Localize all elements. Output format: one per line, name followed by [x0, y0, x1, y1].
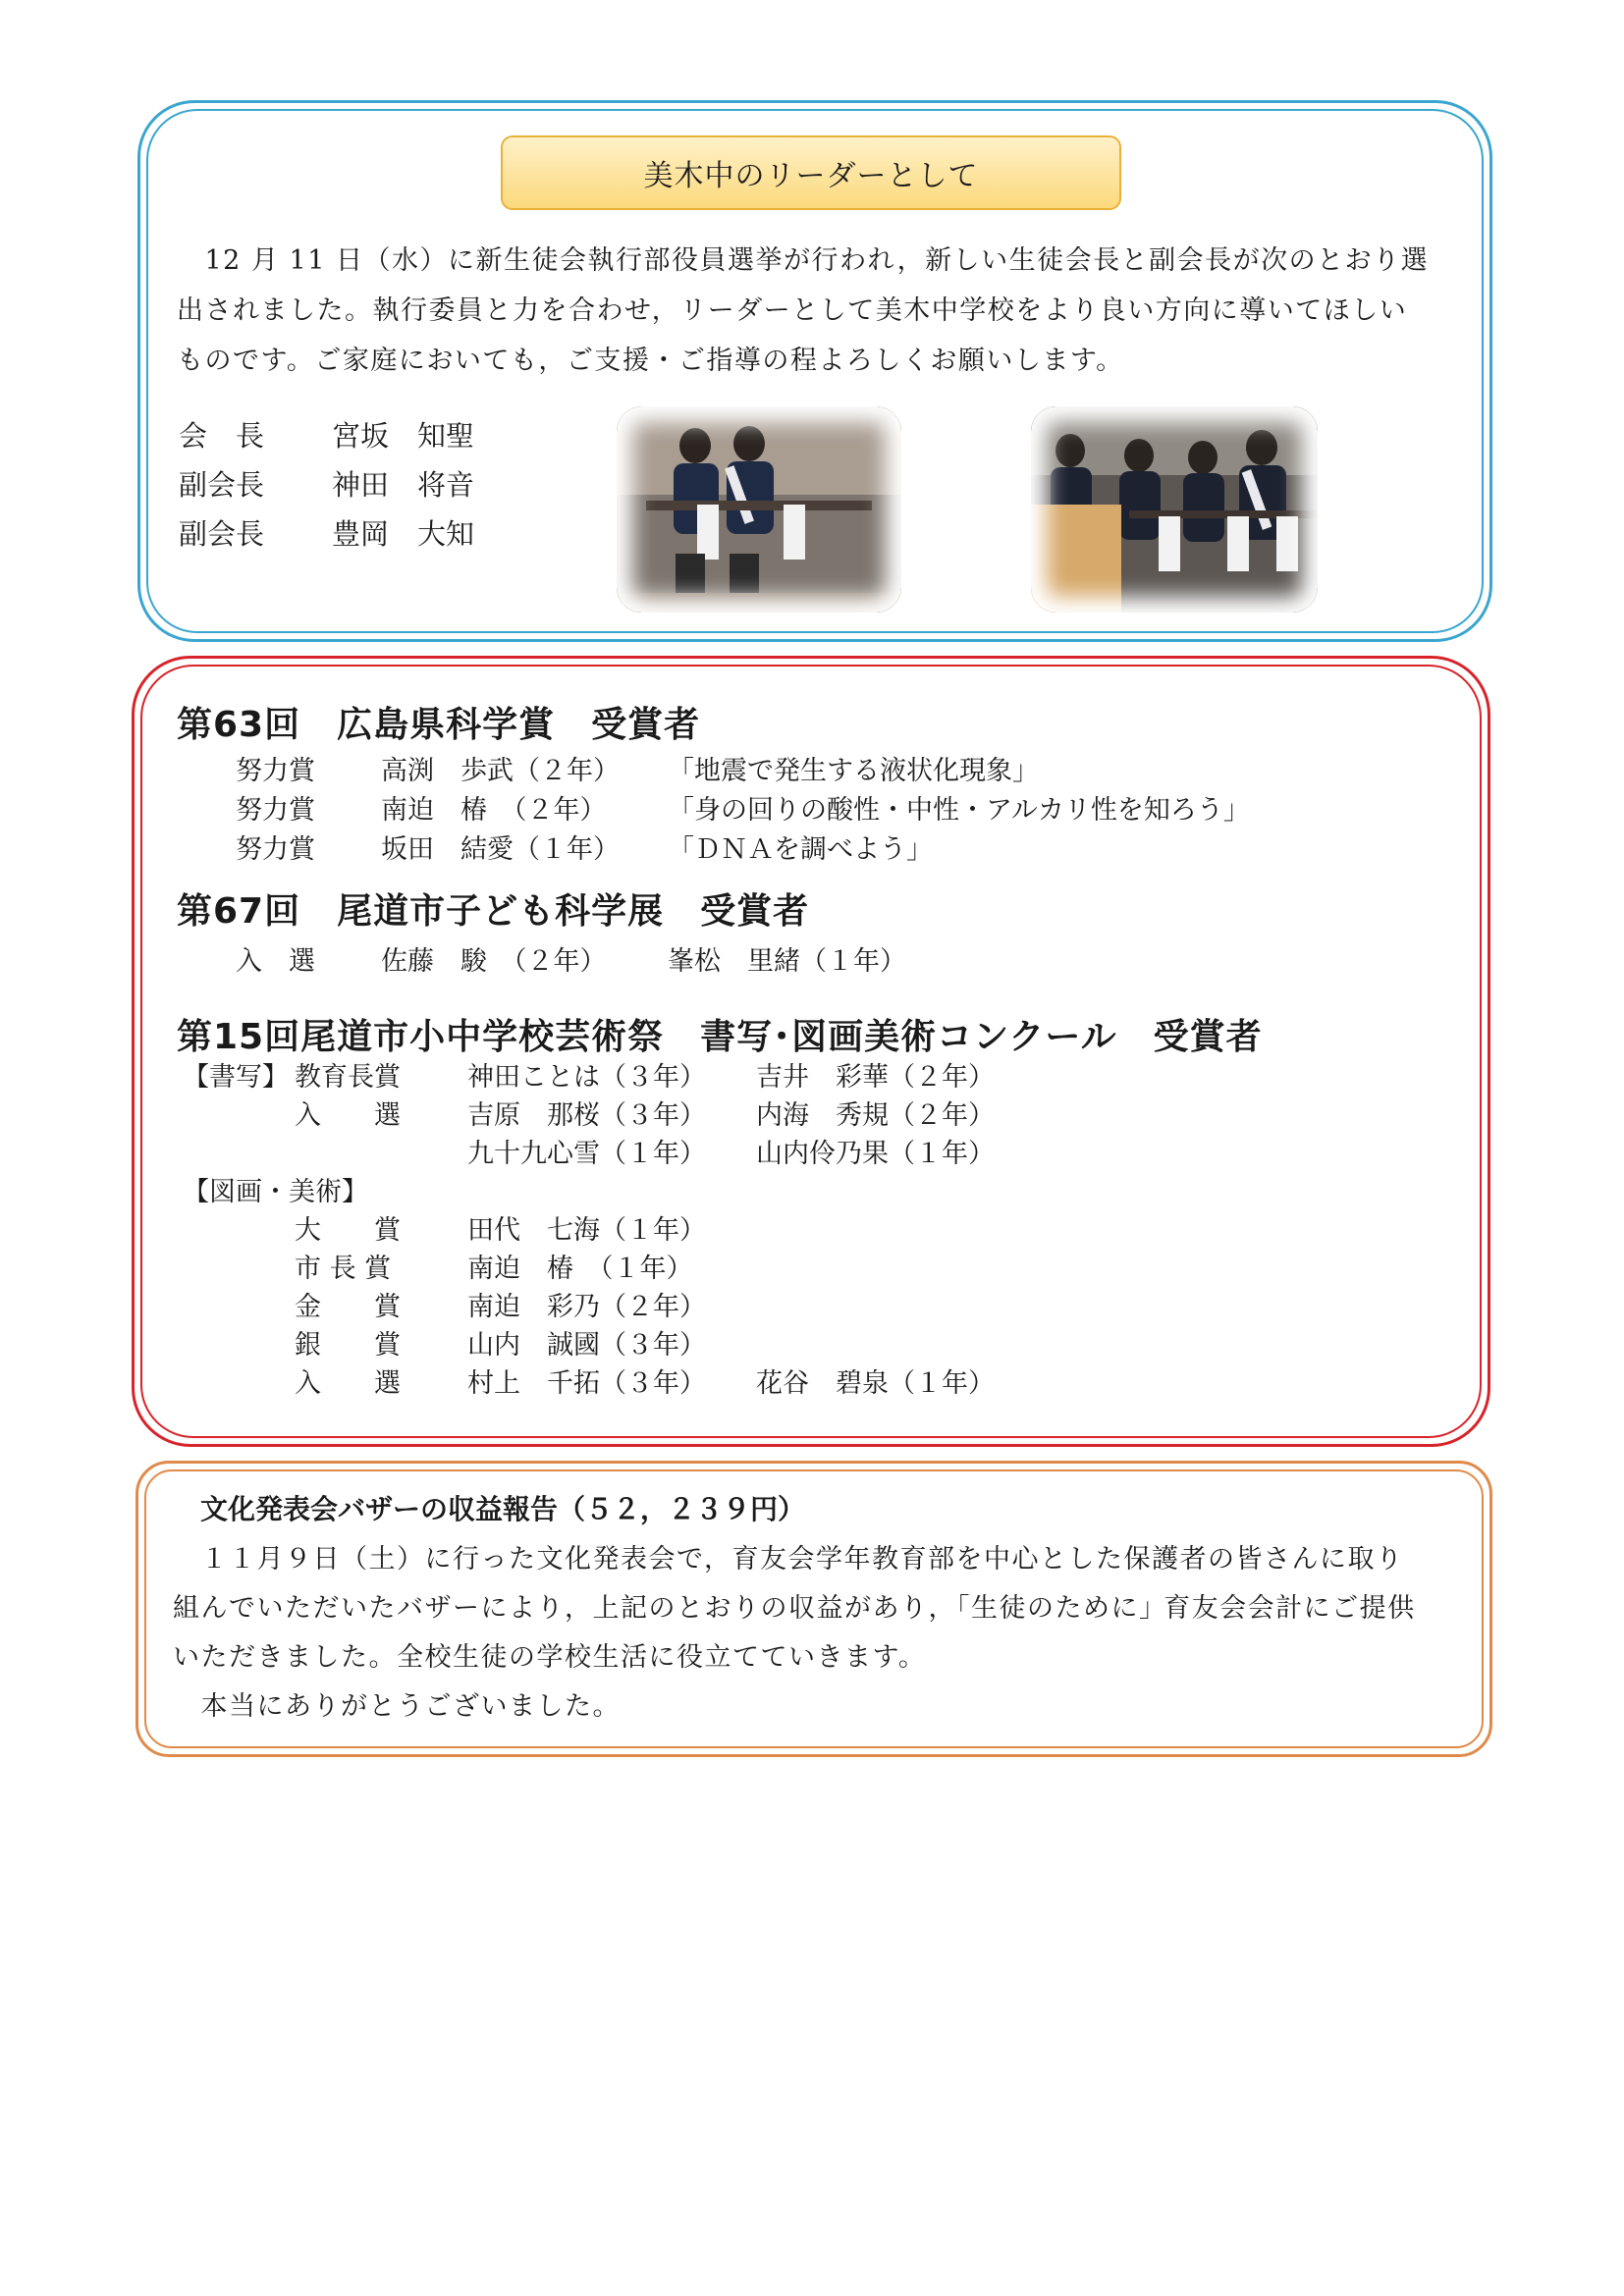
awardee-name: 佐藤 駿 （２年）: [381, 946, 607, 977]
awardee-name: 神田ことは（３年）: [467, 1062, 706, 1093]
award-type: 入 選: [295, 1100, 401, 1131]
awardee-name: 吉井 彩華（２年）: [756, 1062, 995, 1093]
bazaar-line: いただきました。全校生徒の学校生活に役立てていきます。: [173, 1642, 927, 1673]
award-type: 大 賞: [295, 1215, 401, 1246]
award-type: 教育長賞: [295, 1062, 401, 1093]
research-title: 「身の回りの酸性・中性・アルカリ性を知ろう」: [668, 795, 1250, 826]
intro-line: 出されました。執行委員と力を合わせ，リーダーとして美木中学校をより良い方向に導いてほしい: [177, 295, 1408, 326]
science-award-heading: 第63回 広島県科学賞 受賞者: [177, 705, 701, 745]
bazaar-line: 本当にありがとうございました。: [173, 1691, 621, 1722]
art-festival-heading: 第15回尾道市小中学校芸術祭 書写･図画美術コンクール 受賞者: [177, 1017, 1263, 1057]
award-type: 入 選: [295, 1368, 401, 1399]
award-type: 努力賞: [236, 834, 315, 865]
awardee-name: 南迫 彩乃（２年）: [467, 1292, 706, 1322]
award-type: 入 選: [236, 946, 315, 977]
research-title: 「地震で発生する液状化現象」: [668, 756, 1039, 786]
bazaar-body: [173, 1535, 1469, 1732]
awardee-name: 南迫 椿 （１年）: [467, 1254, 693, 1284]
awardee-name: 内海 秀規（２年）: [756, 1100, 995, 1131]
officer-role: 会 長: [179, 419, 265, 453]
intro-line: 12 月 11 日（水）に新生徒会執行部役員選挙が行われ，新しい生徒会長と副会長が次のとおり選: [177, 245, 1430, 276]
awardee-name: 坂田 結愛（１年）: [381, 834, 620, 865]
officer-name: 宮坂 知聖: [332, 419, 475, 453]
awardee-name: 村上 千拓（３年）: [467, 1368, 706, 1399]
category-label: 【図画・美術】: [183, 1177, 368, 1207]
bazaar-line: １１月９日（土）に行った文化発表会で，育友会学年教育部を中心とした保護者の皆さんに取り: [173, 1544, 1404, 1575]
awardee-name: 峯松 里緒（１年）: [668, 946, 906, 977]
intro-line: ものです。ご家庭においても，ご支援・ご指導の程よろしくお願いします。: [177, 346, 1124, 376]
awardee-name: 南迫 椿 （２年）: [381, 795, 607, 826]
bazaar-title: 文化発表会バザーの収益報告（５２，２３９円）: [200, 1493, 806, 1525]
award-type: 銀 賞: [295, 1330, 401, 1361]
awardee-name: 山内 誠國（３年）: [467, 1330, 706, 1361]
research-title: 「ＤＮＡを調べよう」: [668, 834, 933, 865]
awardee-name: 山内伶乃果（１年）: [756, 1139, 995, 1169]
award-type: 市 長 賞: [295, 1254, 392, 1284]
awardee-name: 高渕 歩武（２年）: [381, 756, 620, 786]
leader-intro-text: [177, 236, 1453, 386]
awardee-name: 花谷 碧泉（１年）: [756, 1368, 995, 1399]
children-science-heading: 第67回 尾道市子ども科学展 受賞者: [177, 891, 810, 932]
awardee-name: 吉原 那桜（３年）: [467, 1100, 706, 1131]
leader-section-title: 美木中のリーダーとして: [501, 135, 1121, 210]
award-type: 努力賞: [236, 795, 315, 826]
award-type: 努力賞: [236, 756, 315, 786]
officer-name: 神田 将音: [332, 468, 475, 502]
award-type: 金 賞: [295, 1292, 401, 1322]
officer-name: 豊岡 大知: [332, 517, 475, 551]
officer-role: 副会長: [179, 468, 265, 502]
student-council-photo: [617, 406, 901, 613]
student-council-photo: [1031, 406, 1318, 613]
bazaar-line: 組んでいただいたバザーにより，上記のとおりの収益があり，｢生徒のために｣ 育友会会計にご提供: [173, 1593, 1416, 1624]
officer-role: 副会長: [179, 517, 265, 551]
category-label: 【書写】: [183, 1062, 289, 1093]
awardee-name: 田代 七海（１年）: [467, 1215, 706, 1246]
awardee-name: 九十九心雪（１年）: [467, 1139, 706, 1169]
